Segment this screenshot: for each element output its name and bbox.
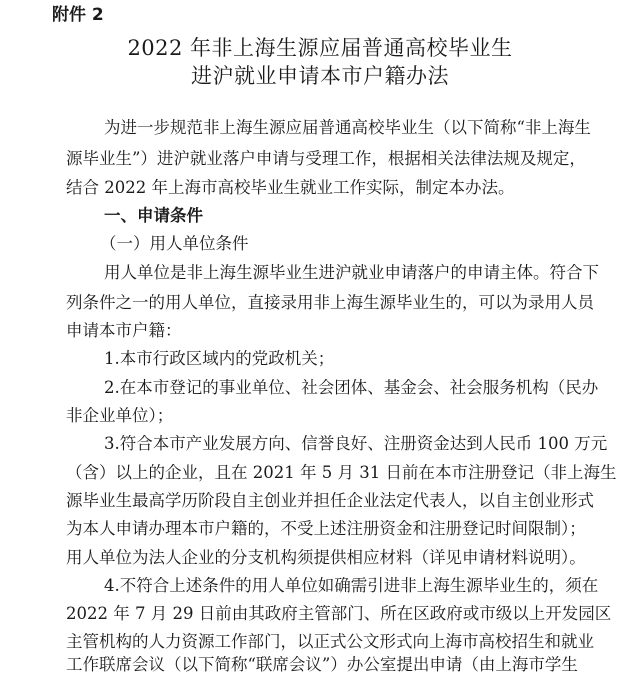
body-line: 用人单位是非上海生源毕业生进沪就业申请落户的申请主体。符合下 bbox=[104, 263, 599, 282]
body-line: 申请本市户籍： bbox=[66, 321, 182, 340]
body-line: 源毕业生最高学历阶段自主创业并担任企业法定代表人，以自主创业形式 bbox=[66, 491, 594, 510]
body-line: 非企业单位）； bbox=[66, 406, 174, 425]
body-line: 2022 年 7 月 29 日前由其政府主管部门、所在区政府或市级以上开发园区 bbox=[66, 604, 612, 623]
body-line: 1.本市行政区域内的党政机关； bbox=[104, 349, 335, 368]
body-line: （含）以上的企业，且在 2021 年 5 月 31 日前在本市注册登记（非上海生 bbox=[66, 463, 617, 482]
body-line: 主管机构的人力资源工作部门，以正式公文形式向上海市高校招生和就业 bbox=[66, 632, 594, 651]
body-line: 列条件之一的用人单位，直接录用非上海生源毕业生的，可以为录用人员 bbox=[66, 293, 594, 312]
intro-line-1: 为进一步规范非上海生源应届普通高校毕业生（以下简称“非上海生 bbox=[104, 118, 591, 137]
section-heading: 一、申请条件 bbox=[104, 206, 203, 225]
intro-line-3: 结合 2022 年上海市高校毕业生就业工作实际，制定本办法。 bbox=[66, 178, 515, 197]
body-line: 4.不符合上述条件的用人单位如确需引进非上海生源毕业生的，须在 bbox=[104, 576, 599, 595]
document-title-line-1: 2022 年非上海生源应届普通高校毕业生 bbox=[127, 36, 513, 60]
body-line: 用人单位为法人企业的分支机构须提供相应材料（详见申请材料说明）。 bbox=[66, 548, 586, 567]
attachment-label: 附件 2 bbox=[52, 5, 104, 25]
subsection-heading: （一）用人单位条件 bbox=[100, 234, 249, 253]
body-line: 工作联席会议（以下简称“联席会议”）办公室提出申请（由上海市学生 bbox=[66, 655, 578, 674]
body-line: 2.在本市登记的事业单位、社会团体、基金会、社会服务机构（民办 bbox=[104, 378, 599, 397]
document-title-line-2: 进沪就业申请本市户籍办法 bbox=[191, 64, 449, 88]
body-line: 为本人申请办理本市户籍的，不受上述注册资金和注册登记时间限制）； bbox=[66, 519, 586, 538]
intro-line-2: 源毕业生”）进沪就业落户申请与受理工作，根据相关法律法规及规定， bbox=[66, 149, 586, 168]
body-line: 3.符合本市产业发展方向、信誉良好、注册资金达到人民币 100 万元 bbox=[104, 434, 608, 453]
